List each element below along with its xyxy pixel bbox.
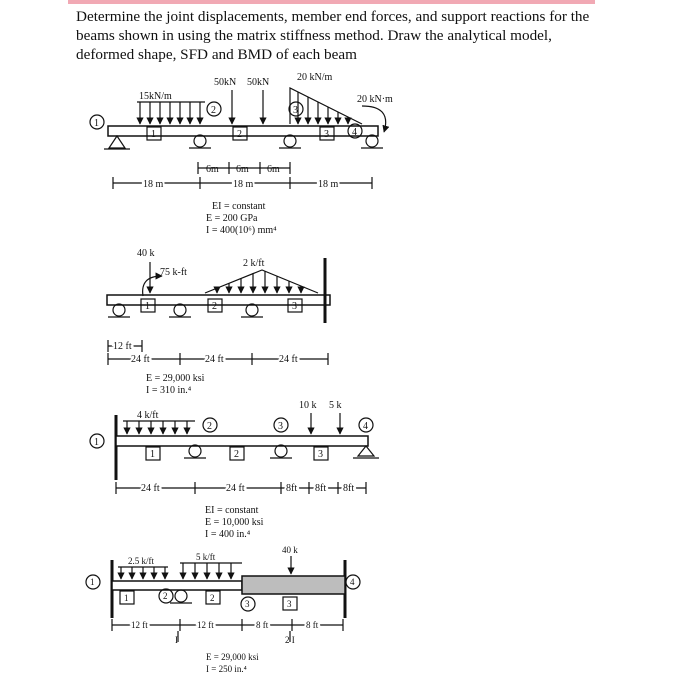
beam-4-joint-label-1: 1 [90, 577, 95, 587]
beam-3-joint-label-3: 3 [278, 421, 283, 432]
beam-1-label-moment: 20 kN·m [357, 94, 393, 105]
beam-1-prop-ei: EI = constant [212, 201, 266, 212]
beam-4-dim-8a: 8 ft [256, 620, 269, 630]
beam-1-prop-i: I = 400(10⁶) mm⁴ [206, 225, 277, 236]
beam-3-member-label-2: 2 [234, 449, 239, 460]
beam-2-labels [113, 248, 298, 396]
beam-2-member-label-3: 3 [292, 301, 297, 312]
beam-3-roller-2 [184, 445, 206, 458]
beam-1-span-b: 18 m [233, 179, 254, 190]
beam-1-support-pin [104, 136, 130, 149]
beam-4-dim-12a: 12 ft [131, 620, 148, 630]
beam-4-prop-i: I = 250 in.⁴ [206, 664, 247, 674]
beam-1-span-c: 18 m [318, 179, 339, 190]
problem-statement: Determine the joint displacements, member end forces, and support reactions for the beams shown in using the matrix stiffness method. Draw the analytical model, deformed shape, SFD and BMD of each beam [76, 8, 590, 63]
beam-3-joint-label-1: 1 [94, 437, 99, 448]
beam-3-member-label-1: 1 [150, 449, 155, 460]
beam-4-label-2i: 2 I [285, 635, 295, 645]
beam-1-load-15-arrows [140, 102, 200, 124]
beam-4-load-25-arrows [121, 567, 165, 579]
beam-3-span-a: 24 ft [141, 483, 160, 494]
beam-3-body [116, 436, 368, 446]
beam-3-support-4 [353, 446, 379, 458]
beam-1-label-20: 20 kN/m [297, 72, 333, 83]
beam-2-span-a: 24 ft [131, 354, 150, 365]
beam-1-member-label-1: 1 [151, 129, 156, 140]
beam-4-label-25: 2.5 k/ft [128, 556, 154, 566]
beam-4-label-i: I [175, 635, 178, 645]
beam-2-span-c: 24 ft [279, 354, 298, 365]
beam-4-dim-8b: 8 ft [306, 620, 319, 630]
beam-2-label-moment: 75 k-ft [160, 267, 187, 278]
beam-2-roller-2 [169, 304, 191, 317]
beam-3-prop-e: E = 10,000 ksi [205, 517, 264, 528]
beam-2-member-label-2: 2 [212, 301, 217, 312]
beam-1-dim-6b: 6m [236, 164, 249, 175]
beam-4-joint-label-3: 3 [245, 599, 250, 609]
beam-2-label-dist: 2 k/ft [243, 258, 265, 269]
beam-3-roller-3 [270, 445, 292, 458]
beam-4-member-label-1: 1 [124, 593, 129, 603]
beam-1-load-20-triangle [290, 88, 362, 124]
beam-2-dim-12: 12 ft [113, 341, 132, 352]
beam-3-dim-8b: 8ft [315, 483, 327, 494]
beam-4-joint-label-4: 4 [350, 577, 355, 587]
beam-1-span-a: 18 m [143, 179, 164, 190]
beam-1-joint-label-2: 2 [211, 105, 216, 116]
beam-1-joint-label-1: 1 [94, 118, 99, 129]
beam-1-joint-label-3: 3 [293, 105, 298, 116]
beam-1-member-label-3: 3 [324, 129, 329, 140]
beam-2-load-arrows [217, 271, 301, 293]
beam-2-moment-arc [143, 276, 162, 296]
beam-3-joint-label-2: 2 [207, 421, 212, 432]
beam-4-member-label-3: 3 [287, 599, 292, 609]
beam-4-labels [90, 545, 355, 674]
beam-3-span-b: 24 ft [226, 483, 245, 494]
beam-3-label-5: 5 k [329, 400, 342, 411]
beam-3-load-arrows [127, 421, 187, 434]
beam-1-support-roller-4 [361, 135, 383, 148]
beam-4-load-5-arrows [183, 563, 231, 579]
beam-2-span-b: 24 ft [205, 354, 224, 365]
beam-4-dim-12b: 12 ft [197, 620, 214, 630]
beam-1-load-20-arrows [298, 92, 348, 124]
beam-1-prop-e: E = 200 GPa [206, 213, 258, 224]
beam-2-roller-3 [241, 304, 263, 317]
beam-2-prop-i: I = 310 in.⁴ [146, 385, 192, 396]
beam-3-prop-ei: EI = constant [205, 505, 259, 516]
beam-3-member-label-3: 3 [318, 449, 323, 460]
beam-3-label-10: 10 k [299, 400, 317, 411]
beam-3-dim-8c: 8ft [343, 483, 355, 494]
beam-1-member-label-2: 2 [237, 129, 242, 140]
beam-1-support-roller-2 [189, 135, 211, 148]
beam-3-dim-8a: 8ft [286, 483, 298, 494]
beam-4-body-thin [112, 581, 242, 590]
beam-1-label-50-right: 50kN [247, 77, 270, 88]
beam-2-prop-e: E = 29,000 ksi [146, 373, 205, 384]
beam-4-label-5: 5 k/ft [196, 552, 216, 562]
beam-3-joint-label-4: 4 [363, 421, 368, 432]
beam-1-dim-6c: 6m [267, 164, 280, 175]
beam-1-labels [94, 72, 393, 236]
beam-4-label-40: 40 k [282, 545, 298, 555]
beam-3-prop-i: I = 400 in.⁴ [205, 529, 251, 540]
beam-4-body-thick [242, 576, 345, 594]
beam-1-support-roller-3 [279, 135, 301, 148]
beam-1-dim-6a: 6m [206, 164, 219, 175]
beam-3-label-dist: 4 k/ft [137, 410, 159, 421]
beam-4-prop-e: E = 29,000 ksi [206, 652, 259, 662]
beam-1-joint-label-4: 4 [352, 127, 357, 138]
beam-1-label-50-left: 50kN [214, 77, 237, 88]
beam-2-label-40: 40 k [137, 248, 155, 259]
beam-1-label-15: 15kN/m [139, 91, 172, 102]
beam-4-joint-label-2: 2 [163, 591, 168, 601]
beam-2-roller-1 [108, 304, 130, 317]
beam-2-member-label-1: 1 [145, 301, 150, 312]
beam-4-member-label-2: 2 [210, 593, 215, 603]
